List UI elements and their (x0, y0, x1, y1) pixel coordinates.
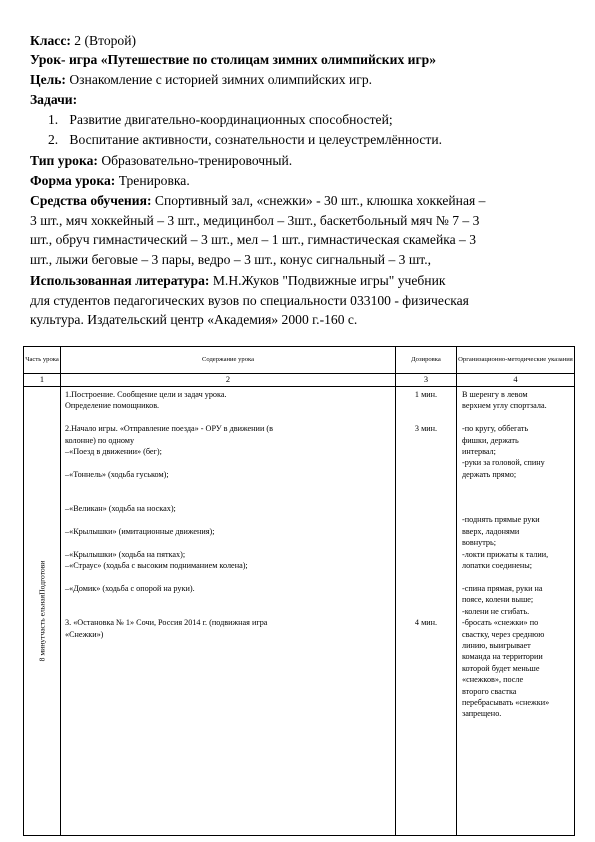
content-line: –«Поезд в движении» (бег); (65, 447, 162, 457)
note-line: интервал; (462, 447, 496, 457)
note-line: перебрасывать «снежки» (462, 697, 550, 707)
note-line: которой будет меньше (462, 663, 540, 673)
content-line: 2.Начало игры. «Отправление поезда» - ОРУ в движении (в (65, 424, 273, 434)
dose-line: 1 мин. (414, 390, 438, 399)
note-line: -колени не сгибать. (462, 606, 530, 616)
dose-list (396, 387, 456, 629)
dose-line (400, 537, 452, 548)
content-line: «Снежки») (65, 629, 104, 639)
dose-line (400, 457, 452, 468)
note-line: верхнем углу спортзала. (462, 401, 547, 411)
dose-line (400, 583, 452, 594)
teaching-means-line: шт., обруч гимнастический – 3 шт., мел – 1 шт., гимнастическая скамейка – 3 (30, 232, 477, 248)
content-line (65, 457, 391, 468)
dose-cell (396, 387, 457, 836)
note-line: В шеренгу в левом (462, 390, 528, 399)
content-line (65, 514, 391, 525)
dose-line (400, 469, 452, 480)
lesson-type-label: Тип урока: (30, 153, 98, 168)
lesson-form-value: Тренировка. (118, 173, 190, 188)
content-line (65, 412, 391, 423)
column-number-row (24, 374, 575, 387)
task-text: Развитие двигательно-координационных способностей; (69, 112, 393, 127)
header-lesson-part: Часть урока (24, 347, 61, 374)
tasks-label: Задачи: (30, 92, 78, 107)
class-value: 2 (Второй) (74, 33, 137, 48)
note-line: вверх, ладонями (462, 526, 520, 536)
dose-line (400, 560, 452, 571)
table-header-row (24, 347, 575, 374)
note-line: команда на территории (462, 652, 543, 662)
content-line (65, 606, 391, 617)
class-line (30, 31, 575, 50)
task-number: 1. (48, 112, 59, 127)
teaching-means (30, 191, 575, 269)
content-line (65, 594, 391, 605)
dose-line: 4 мин. (414, 618, 438, 628)
content-line (65, 480, 391, 491)
literature (30, 271, 575, 330)
column-number: 1 (24, 374, 61, 387)
dose-line (400, 526, 452, 537)
content-line: Определение помощников. (65, 401, 160, 411)
header-lesson-content: Содержание урока (61, 347, 396, 374)
content-line (65, 492, 391, 503)
header-methodical-notes: Организационно-методические указания (457, 347, 575, 374)
table-row (24, 387, 575, 836)
content-line (65, 537, 391, 548)
dose-line (400, 435, 452, 446)
content-line: –«Крылышки» (ходьба на пятках); (65, 549, 186, 559)
note-line: вовнутрь; (462, 538, 497, 548)
goal-line (30, 70, 575, 89)
dose-line (400, 412, 452, 423)
literature-line: культура. Издательский центр «Академия» 2000 г.-160 с. (30, 312, 358, 328)
column-number: 4 (457, 374, 575, 387)
lesson-form-line (30, 171, 575, 190)
content-line: –«Крылышки» (имитационные движения); (65, 526, 215, 536)
note-line: свастку, через среднюю (462, 629, 545, 639)
content-line (65, 572, 391, 583)
note-line: -поднять прямые руки (462, 515, 540, 525)
literature-line: для студентов педагогических вузов по специальности 033100 - физическая (30, 292, 469, 308)
literature-text: М.Н.Жуков "Подвижные игры" учебник (212, 273, 446, 288)
dose-line (400, 606, 452, 617)
teaching-means-text: Спортивный зал, «снежки» - 30 шт., клюшка хоккейная – (154, 193, 486, 208)
dose-line (400, 503, 452, 514)
task-item (48, 110, 393, 129)
column-number: 2 (61, 374, 396, 387)
column-number: 3 (396, 374, 457, 387)
content-line: –«Тоннель» (ходьба гуськом); (65, 469, 169, 479)
lesson-plan-table (23, 346, 575, 836)
task-number: 2. (48, 132, 59, 147)
notes-cell (457, 387, 575, 836)
dose-line (400, 492, 452, 503)
literature-line (30, 271, 575, 291)
dose-line (400, 480, 452, 491)
lesson-part-label: 8 минутчасть ельнаяПодготови (37, 560, 47, 662)
goal-value: Ознакомление с историей зимних олимпийских игр. (69, 72, 373, 87)
lesson-type-value: Образовательно-тренировочный. (101, 153, 293, 168)
note-line: второго свастка (462, 686, 517, 696)
task-item (48, 130, 442, 149)
content-line: –«Страус» (ходьба с высоким подниманием колена); (65, 561, 248, 571)
dose-line (400, 400, 452, 411)
lesson-type-line (30, 151, 575, 170)
lesson-part-cell (24, 387, 61, 836)
goal-label: Цель: (30, 72, 66, 87)
lesson-title: Урок- игра «Путешествие по столицам зимних олимпийских игр» (30, 52, 437, 67)
dose-line (400, 446, 452, 457)
note-line (462, 492, 571, 503)
content-list (61, 387, 395, 640)
header-dosage: Дозировка (396, 347, 457, 374)
note-line (462, 480, 571, 491)
dose-line (400, 572, 452, 583)
task-text: Воспитание активности, сознательности и целеустремлённости. (69, 132, 443, 147)
note-line (462, 572, 571, 583)
note-line: фишки, держать (462, 435, 519, 445)
literature-label: Использованная литература: (30, 273, 210, 288)
dose-line (400, 549, 452, 560)
note-line: линию, выигрывает (462, 640, 531, 650)
teaching-means-line: шт., лыжи беговые – 3 пары, ведро – 3 шт., конус сигнальный – 3 шт., (30, 251, 432, 267)
dose-line (400, 514, 452, 525)
tasks-heading-line (30, 90, 575, 109)
note-line: поясе, колени выше; (462, 595, 534, 605)
notes-list (457, 387, 574, 720)
note-line: -локти прижаты к талии, (462, 549, 549, 559)
note-line: держать прямо; (462, 469, 517, 479)
teaching-means-line: 3 шт., мяч хоккейный – 3 шт., медицинбол – 3шт., баскетбольный мяч № 7 – 3 (30, 212, 480, 228)
content-line: 1.Построение. Сообщение цели и задач урока. (65, 390, 227, 399)
note-line (462, 503, 571, 514)
dose-line: 3 мин. (414, 424, 438, 434)
note-line: -бросать «снежки» по (462, 618, 539, 628)
content-line: –«Великан» (ходьба на носках); (65, 504, 176, 514)
note-line: -руки за головой, спину (462, 458, 545, 468)
note-line (462, 412, 571, 423)
class-label: Класс: (30, 33, 71, 48)
note-line: -спина прямая, руки на (462, 583, 543, 593)
note-line: «снежков», после (462, 675, 524, 685)
note-line: -по кругу, оббегать (462, 424, 529, 434)
content-line: –«Домик» (ходьба с опорой на руки). (65, 583, 195, 593)
dose-line (400, 594, 452, 605)
note-line: лопатки соединены; (462, 561, 533, 571)
content-cell (61, 387, 396, 836)
teaching-means-line (30, 191, 575, 211)
lesson-form-label: Форма урока: (30, 173, 116, 188)
note-line: запрещено. (462, 709, 502, 719)
content-line: 3. «Остановка № 1» Сочи, Россия 2014 г. (подвижная игра (65, 618, 268, 628)
teaching-means-label: Средства обучения: (30, 193, 152, 208)
content-line: колонне) по одному (65, 435, 135, 445)
lesson-title-line (30, 50, 575, 69)
